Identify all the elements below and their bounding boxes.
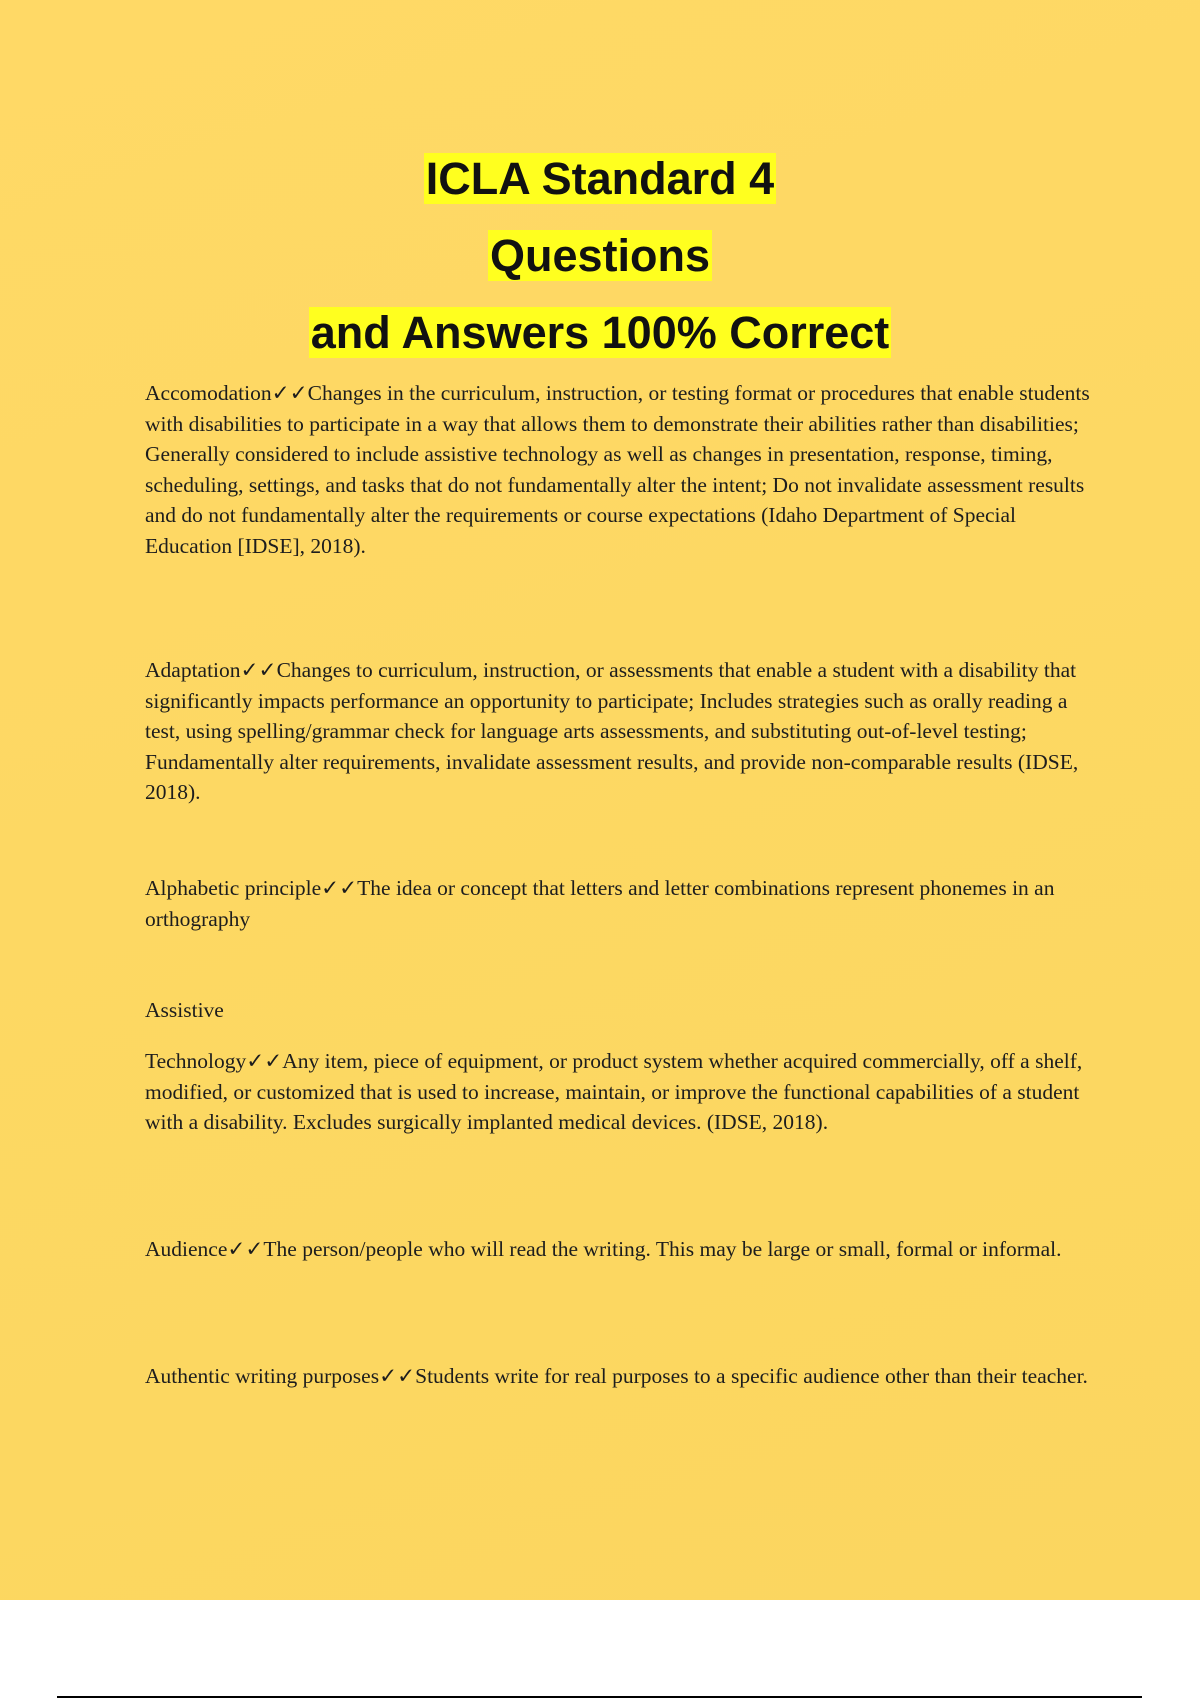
checkmarks-icon: ✓✓ <box>240 658 277 682</box>
title-line-1: ICLA Standard 4 <box>425 153 775 204</box>
entry-term: Alphabetic principle <box>145 876 322 900</box>
entry-accomodation <box>145 378 1095 561</box>
entry-term-prefix: Assistive <box>145 998 224 1022</box>
checkmarks-icon: ✓✓ <box>227 1237 264 1261</box>
footer-divider <box>57 1696 1142 1698</box>
entry-authentic-writing <box>145 1361 1095 1392</box>
entry-definition: Any item, piece of equipment, or product system whether acquired commercially, off a shelf, modified, or customized that is used to increase, maintain, or improve the functional capabilities of a student with a disability. Excludes surgically implanted medical devices. (IDSE, 2018). <box>145 1049 1083 1134</box>
entry-assistive-technology <box>145 1046 1095 1138</box>
checkmarks-icon: ✓✓ <box>271 381 308 405</box>
entry-assistive-prefix <box>145 995 1095 1026</box>
entry-alphabetic-principle <box>145 873 1095 934</box>
checkmarks-icon: ✓✓ <box>321 876 358 900</box>
document-title <box>0 140 1200 371</box>
entry-definition: Changes in the curriculum, instruction, or testing format or procedures that enable students with disabilities to participate in a way that allows them to demonstrate their abilities rather than disabilities; Generally considered to include assistive technology as well as changes in presentation, response, timing, scheduling, settings, and tasks that do not fundamentally alter the intent; Do not invalidate assessment results and do not fundamentally alter the requirements or course expectations (Idaho Department of Special Education [IDSE], 2018). <box>145 381 1090 558</box>
entry-adaptation <box>145 655 1095 808</box>
title-line-3: and Answers 100% Correct <box>310 307 890 358</box>
entry-term: Accomodation <box>145 381 272 405</box>
entry-term: Authentic writing purposes <box>145 1364 380 1388</box>
entry-definition: The idea or concept that letters and letter combinations represent phonemes in an orthography <box>145 876 1055 931</box>
entry-definition: Changes to curriculum, instruction, or assessments that enable a student with a disability that significantly impacts performance an opportunity to participate; Includes strategies such as orally reading a test, using spelling/grammar check for language arts assessments, and substituting out-of-level testing; Fundamentally alter requirements, invalidate assessment results, and provide non-comparable results (IDSE, 2018). <box>145 658 1079 804</box>
checkmarks-icon: ✓✓ <box>246 1049 283 1073</box>
entry-term: Technology <box>145 1049 247 1073</box>
entry-term: Adaptation <box>145 658 241 682</box>
title-line-2: Questions <box>489 230 711 281</box>
checkmarks-icon: ✓✓ <box>379 1364 416 1388</box>
entry-term: Audience <box>145 1237 228 1261</box>
entry-audience <box>145 1234 1095 1265</box>
entry-definition: The person/people who will read the writing. This may be large or small, formal or informal. <box>263 1237 1062 1261</box>
entry-definition: Students write for real purposes to a specific audience other than their teacher. <box>415 1364 1088 1388</box>
